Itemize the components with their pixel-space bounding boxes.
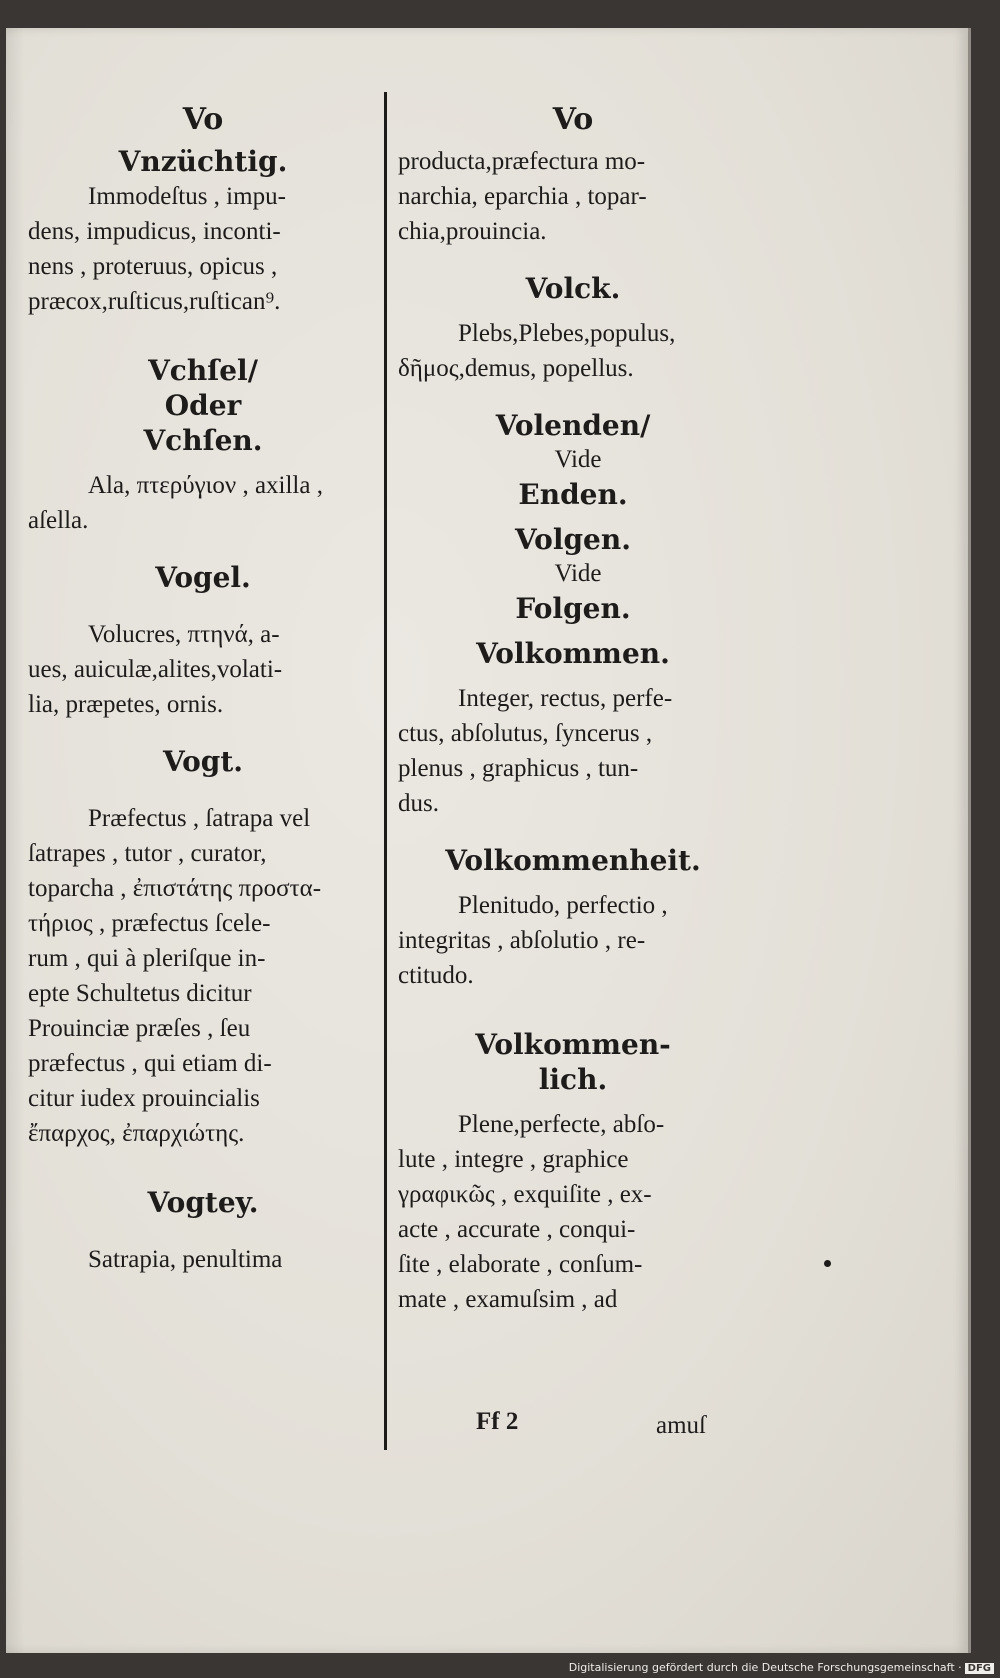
text-line: dus. — [398, 790, 439, 817]
text-line: lute , integre , graphice — [398, 1146, 629, 1173]
text-line: ues, auiculæ,alites,volati- — [28, 656, 283, 683]
entry-definition — [398, 888, 748, 993]
entry-definition — [398, 316, 748, 386]
text-line: producta,præfectura mo- — [398, 148, 646, 175]
entry-headword: lich. — [538, 1063, 608, 1096]
dfg-logo: DFG — [965, 1663, 994, 1674]
text-line: plenus , graphicus , tun- — [398, 755, 639, 782]
text-line: ctitudo. — [398, 962, 474, 989]
entry-definition — [398, 1107, 748, 1317]
text-line: Plene,perfecte, abſo- — [458, 1111, 665, 1138]
entry-headword: Vogel. — [155, 561, 251, 594]
entry-definition — [398, 681, 748, 821]
left-column — [28, 96, 378, 1277]
entry-definition — [28, 179, 378, 319]
running-header-left: Vo — [182, 102, 224, 137]
entry-headword: Volkommenheit. — [445, 844, 701, 877]
entry-definition — [28, 468, 378, 538]
text-line: τήριος , præfectus ſcele- — [28, 910, 271, 937]
entry-headword: Volgen. — [515, 523, 631, 556]
entry-headword: Oder — [164, 389, 242, 422]
text-line: γραφικῶς , exquiſite , ex- — [398, 1181, 652, 1208]
text-line: toparcha , ἐπιστάτης προστα- — [28, 875, 322, 902]
spine-shadow — [6, 28, 24, 1653]
text-line: Plebs,Plebes,populus, — [458, 320, 676, 347]
text-line: rum , qui à pleriſque in- — [28, 945, 266, 972]
text-line: epte Schultetus dicitur — [28, 980, 252, 1007]
text-line: narchia, eparchia , topar- — [398, 183, 647, 210]
entry-headword: Vchſel/ — [148, 354, 258, 387]
text-line: lia, præpetes, ornis. — [28, 691, 224, 718]
text-line: præcox,ruſticus,ruſtican⁹. — [28, 288, 281, 315]
text-line: mate , examuſsim , ad — [398, 1286, 618, 1313]
text-line: ἔπαρχος, ἐπαρχιώτης. — [28, 1120, 245, 1147]
text-line: Immodeſtus , impu- — [88, 183, 286, 210]
entry-headword: Vchſen. — [143, 424, 263, 457]
text-line: acte , accurate , conqui- — [398, 1216, 636, 1243]
cross-reference-target: Folgen. — [515, 592, 631, 625]
entry-headword: Volenden/ — [495, 409, 651, 442]
entry-headword: Volck. — [525, 272, 621, 305]
text-line: Integer, rectus, perfe- — [458, 685, 673, 712]
signature-mark: Ff 2 — [476, 1408, 519, 1435]
entry-definition — [28, 617, 378, 722]
text-line: ſite , elaborate , conſum- — [398, 1251, 643, 1278]
credit-text: Digitalisierung gefördert durch die Deutsche Forschungsgemeinschaft · — [568, 1661, 962, 1674]
text-line: δῆμος,demus, popellus. — [398, 355, 634, 382]
text-line: ctus, abſolutus, ſyncerus , — [398, 720, 653, 747]
entry-headword: Volkommen- — [475, 1028, 671, 1061]
text-line: integritas , abſolutio , re- — [398, 927, 646, 954]
entry-headword: Vogtey. — [147, 1186, 259, 1219]
cross-reference-target: Enden. — [518, 478, 628, 511]
text-line: Prouinciæ præſes , ſeu — [28, 1015, 251, 1042]
catchword: amuſ — [656, 1412, 706, 1439]
entry-headword: Vogt. — [162, 745, 244, 778]
text-line: præfectus , qui etiam di- — [28, 1050, 272, 1077]
text-line: dens, impudicus, inconti- — [28, 218, 281, 245]
cross-reference-vide: Vide — [554, 560, 602, 587]
text-line: Plenitudo, perfectio , — [458, 892, 668, 919]
entry-headword: Vnzüchtig. — [118, 145, 288, 178]
entry-definition — [28, 1242, 378, 1277]
entry-headword: Volkommen. — [476, 637, 670, 670]
column-rule — [384, 92, 387, 1450]
entry-definition — [398, 144, 748, 249]
text-line: Ala, πτερύγιον , axilla , — [88, 472, 323, 499]
book-page — [6, 28, 971, 1653]
text-line: Volucres, πτηνά, a- — [88, 621, 280, 648]
digitization-credit — [569, 1661, 994, 1674]
running-header-right: Vo — [552, 102, 594, 137]
text-line: aſella. — [28, 507, 89, 534]
text-line: citur iudex prouincialis — [28, 1085, 260, 1112]
text-line: nens , proteruus, opicus , — [28, 253, 278, 280]
text-line: chia,prouincia. — [398, 218, 547, 245]
cross-reference-vide: Vide — [554, 446, 602, 473]
right-column — [398, 96, 748, 1317]
text-line: ſatrapes , tutor , curator, — [28, 840, 267, 867]
entry-definition — [28, 801, 378, 1151]
ink-dot — [824, 1260, 831, 1267]
text-line: Satrapia, penultima — [88, 1246, 283, 1273]
text-line: Præfectus , ſatrapa vel — [88, 805, 311, 832]
